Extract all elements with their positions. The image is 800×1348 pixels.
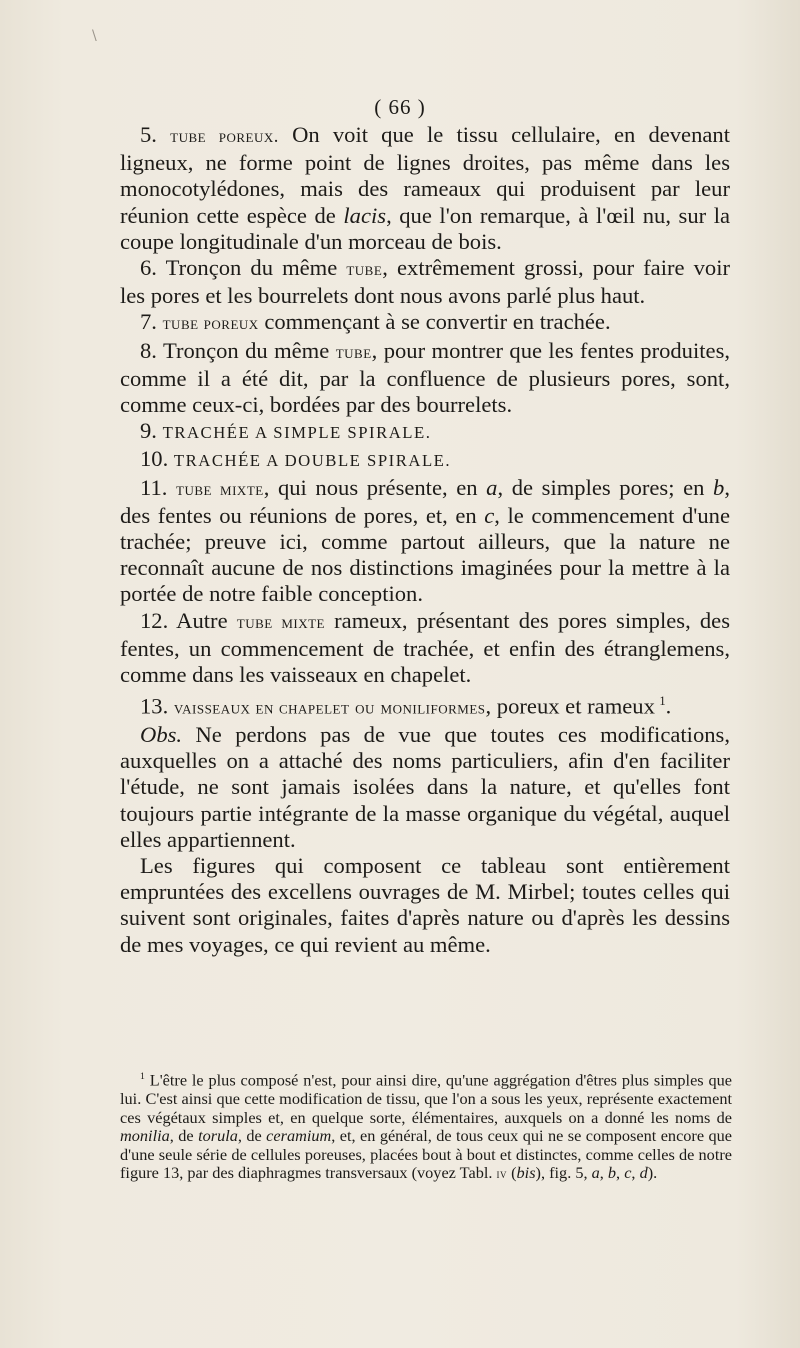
italic-letter: d <box>639 1163 648 1183</box>
entry-heading: tube poreux <box>162 313 259 335</box>
footnote <box>120 1068 732 1184</box>
entry-heading: tube poreux. <box>170 126 279 147</box>
entry-heading: tube mixte <box>176 478 264 500</box>
entry-text: , extrêmement grossi, pour faire voir les pores et les bourrelets dont nous avons parlé plus haut. <box>120 255 730 309</box>
italic-letter: b <box>607 1163 617 1183</box>
entry-number: 6. <box>140 255 157 281</box>
entry-text: Autre <box>176 607 228 633</box>
entry-heading: TRACHÉE A SIMPLE SPIRALE. <box>162 423 432 443</box>
entry-term: tube mixte <box>236 611 325 633</box>
footnote-text: ( <box>507 1163 517 1183</box>
footnote-text: ). <box>647 1163 658 1183</box>
entry-number: 5. <box>140 122 157 147</box>
italic-term: monilia <box>120 1126 170 1146</box>
entry-term: tube <box>346 259 383 281</box>
closing-paragraph <box>120 853 730 958</box>
entry-12 <box>120 608 730 689</box>
italic-letter: a <box>486 474 498 500</box>
footnote-text: , de <box>237 1126 267 1146</box>
entry-text: . <box>665 693 672 719</box>
italic-letter: b <box>713 474 725 500</box>
entry-text: On voit que le tissu cellulaire, en devenant ligneux, ne forme point de lignes droites, pas même dans les monocotylédones, mais des rameaux qui produisent par leur réunion cette espèce de <box>120 122 730 228</box>
footnote-text: L'être le plus composé n'est, pour ainsi dire, qu'une aggrégation d'êtres plus simples que lui. C'est ainsi que cette modification de tissu, que l'on a sous les yeux, représente exactement ces végétaux simples et, en quelque sorte, élémentaires, auxquels on a donné les noms de <box>120 1070 732 1127</box>
footnote-marker: 1 <box>140 1071 145 1082</box>
entry-heading: moniliformes <box>380 697 486 719</box>
entry-text: , des fentes ou réunions de pores, et, en <box>120 474 730 528</box>
main-text <box>120 122 730 958</box>
page-mark: \ <box>92 28 97 44</box>
footnote-text: , de <box>169 1126 199 1146</box>
entry-text: , poreux et rameux <box>485 693 655 719</box>
closing-text: Les figures qui composent ce tableau sont entièrement empruntées des excellens ouvrages de M. Mirbel; toutes celles qui suivent sont originales, faites d'après nature ou d'après les dessins de mes voyages, ce qui revient au même. <box>120 853 730 957</box>
footnote-text: , <box>631 1163 640 1183</box>
entry-number: 8. <box>140 337 157 363</box>
entry-number: 12. <box>140 607 169 633</box>
entry-text: Tronçon du même <box>165 255 338 281</box>
entry-term: tube <box>335 341 372 363</box>
entry-text: Tronçon du même <box>162 337 330 363</box>
italic-letter: c <box>484 502 495 528</box>
italic-term: ceramium <box>266 1126 332 1146</box>
footnote-text: , <box>616 1163 625 1183</box>
entry-9 <box>120 418 730 446</box>
entry-text: , que l'on remarque, à l'œil nu, sur la coupe longitudinale d'un morceau de bois. <box>120 202 730 254</box>
observation <box>120 722 730 853</box>
plate-number: iv <box>496 1166 508 1182</box>
entry-text: , de simples pores; en <box>497 474 714 500</box>
italic-letter: a <box>591 1163 600 1183</box>
italic-letter: c <box>624 1163 632 1183</box>
entry-text: , le commencement d'une trachée; preuve ici, comme partout ailleurs, que la nature ne reconnaît aucune de nos distinctions imaginées pour la mettre à la portée de notre faible conception. <box>120 502 730 607</box>
entry-connector: ou <box>355 697 375 719</box>
entry-7 <box>120 309 730 337</box>
entry-8 <box>120 338 730 419</box>
entry-number: 9. <box>140 418 157 444</box>
entry-text: , qui nous présente, en <box>263 474 487 500</box>
italic-term: bis <box>516 1163 536 1183</box>
entry-number: 13. <box>140 693 169 719</box>
entry-text: commençant à se convertir en trachée. <box>264 309 611 335</box>
entry-number: 11. <box>140 474 168 500</box>
italic-term: lacis <box>343 202 387 228</box>
entry-number: 7. <box>140 309 157 335</box>
entry-11 <box>120 475 730 608</box>
entry-text: , pour montrer que les fentes produites, comme il a été dit, par la confluence de plusieurs pores, sont, comme ceux-ci, bordées par des bourrelets. <box>120 337 731 418</box>
entry-10 <box>120 446 730 474</box>
footnote-ref: 1 <box>659 694 666 709</box>
obs-label: Obs. <box>140 722 183 747</box>
entry-5 <box>120 122 730 255</box>
footnote-text: , et, en général, de tous ceux qui ne se composent encore que d'une seule série de cellules poreuses, placées bout à bout et distinctes, comme celles de notre figure 13, par des diaphragmes transversaux (voyez Tabl. <box>120 1126 733 1183</box>
obs-text: Ne perdons pas de vue que toutes ces modifications, auxquelles on a attaché des noms particuliers, afin d'en faciliter l'étude, ne sont jamais isolées dans la nature, et qu'elles font toujours partie intégrante de la masse organique du végétal, auquel elles appartiennent. <box>120 722 730 852</box>
footnote-paragraph <box>120 1068 732 1184</box>
entry-heading: vaisseaux en chapelet <box>173 697 350 719</box>
entry-13 <box>120 688 730 722</box>
entry-text: rameux, présentant des pores simples, des fentes, un commencement de trachée, et enfin des étranglemens, comme dans les vaisseaux en chapelet. <box>120 607 730 688</box>
footnote-text: , <box>599 1163 608 1183</box>
entry-heading: TRACHÉE A DOUBLE SPIRALE. <box>173 451 452 471</box>
footnote-text: ), fig. 5, <box>535 1163 592 1183</box>
entry-number: 10. <box>140 446 169 472</box>
page-number: ( 66 ) <box>374 95 426 119</box>
italic-term: torula <box>198 1126 238 1146</box>
entry-6 <box>120 255 730 309</box>
